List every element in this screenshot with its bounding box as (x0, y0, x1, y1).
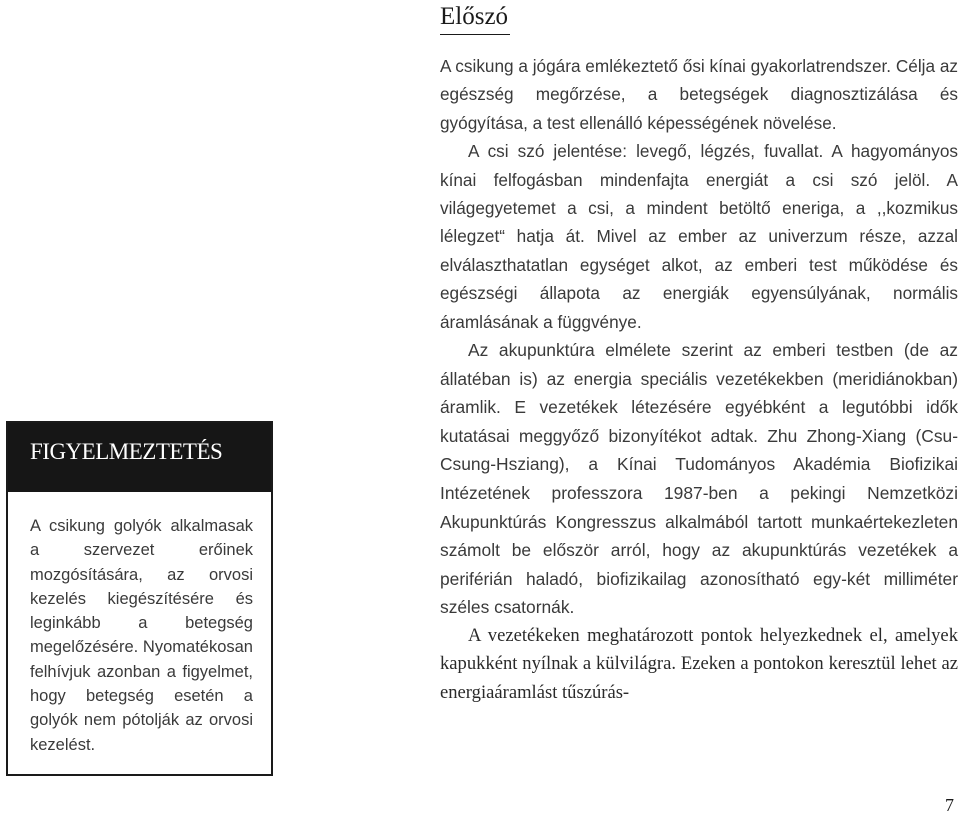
section-title: Előszó (440, 0, 510, 35)
warning-title: FIGYELMEZTETÉS (8, 423, 271, 492)
paragraph: Az akupunktúra elmélete szerint az emberi testben (de az állatéban is) az energia speciális vezetékekben (meridiánokban) áramlik. E vezetékek létezésére egyébként a legutóbbi idők kutatásai meggyőző bizonyítékot adtak. Zhu Zhong-Xiang (Csu-Csung-Hsziang), a Kínai Tudományos Akadémia Biofizikai Intézetének professzora 1987-ben a pekingi Nemzetközi Akupunktúrás Kongresszus alkalmából tartott munkaértekezleten számolt be először arról, hogy az akupunktúrás vezetékek a periférián haladó, biofizikailag azonosítható egy-két milliméter széles csatornák. (440, 340, 958, 618)
page-number: 7 (945, 795, 954, 815)
warning-box (6, 421, 273, 776)
paragraph: A vezetékeken meghatározott pontok helyezkednek el, amelyek kapukként nyílnak a külvilágra. Ezeken a pontokon keresztül lehet az energiaáramlást tűszúrás- (440, 625, 958, 703)
warning-text: A csikung golyók alkalmasak a szervezet erőinek mozgósítására, az orvosi kezelés kiegészítésére és leginkább a betegség megelőzésére. Nyomatékosan felhívjuk azonban a figyelmet, hogy betegség esetén a golyók nem pótolják az orvosi kezelést. (30, 517, 253, 754)
main-text (440, 52, 958, 707)
paragraph: A csi szó jelentése: levegő, légzés, fuvallat. A hagyományos kínai felfogásban mindenfajta energiát a csi szó jelöl. A világegyetemet a csi, a mindent betöltő eneriga, a ,,kozmikus lélegzet“ hatja át. Mivel az ember az univerzum része, azzal elválaszthatatlan egységet alkot, az emberi test működése és egészségi állapota az energiák egyensúlyának, normális áramlásának a függvénye. (440, 141, 958, 332)
paragraph: A csikung a jógára emlékeztető ősi kínai gyakorlatrendszer. Célja az egészség megőrzése, a betegségek diagnosztizálása és gyógyítása, a test ellenálló képességének növelése. (440, 56, 958, 133)
